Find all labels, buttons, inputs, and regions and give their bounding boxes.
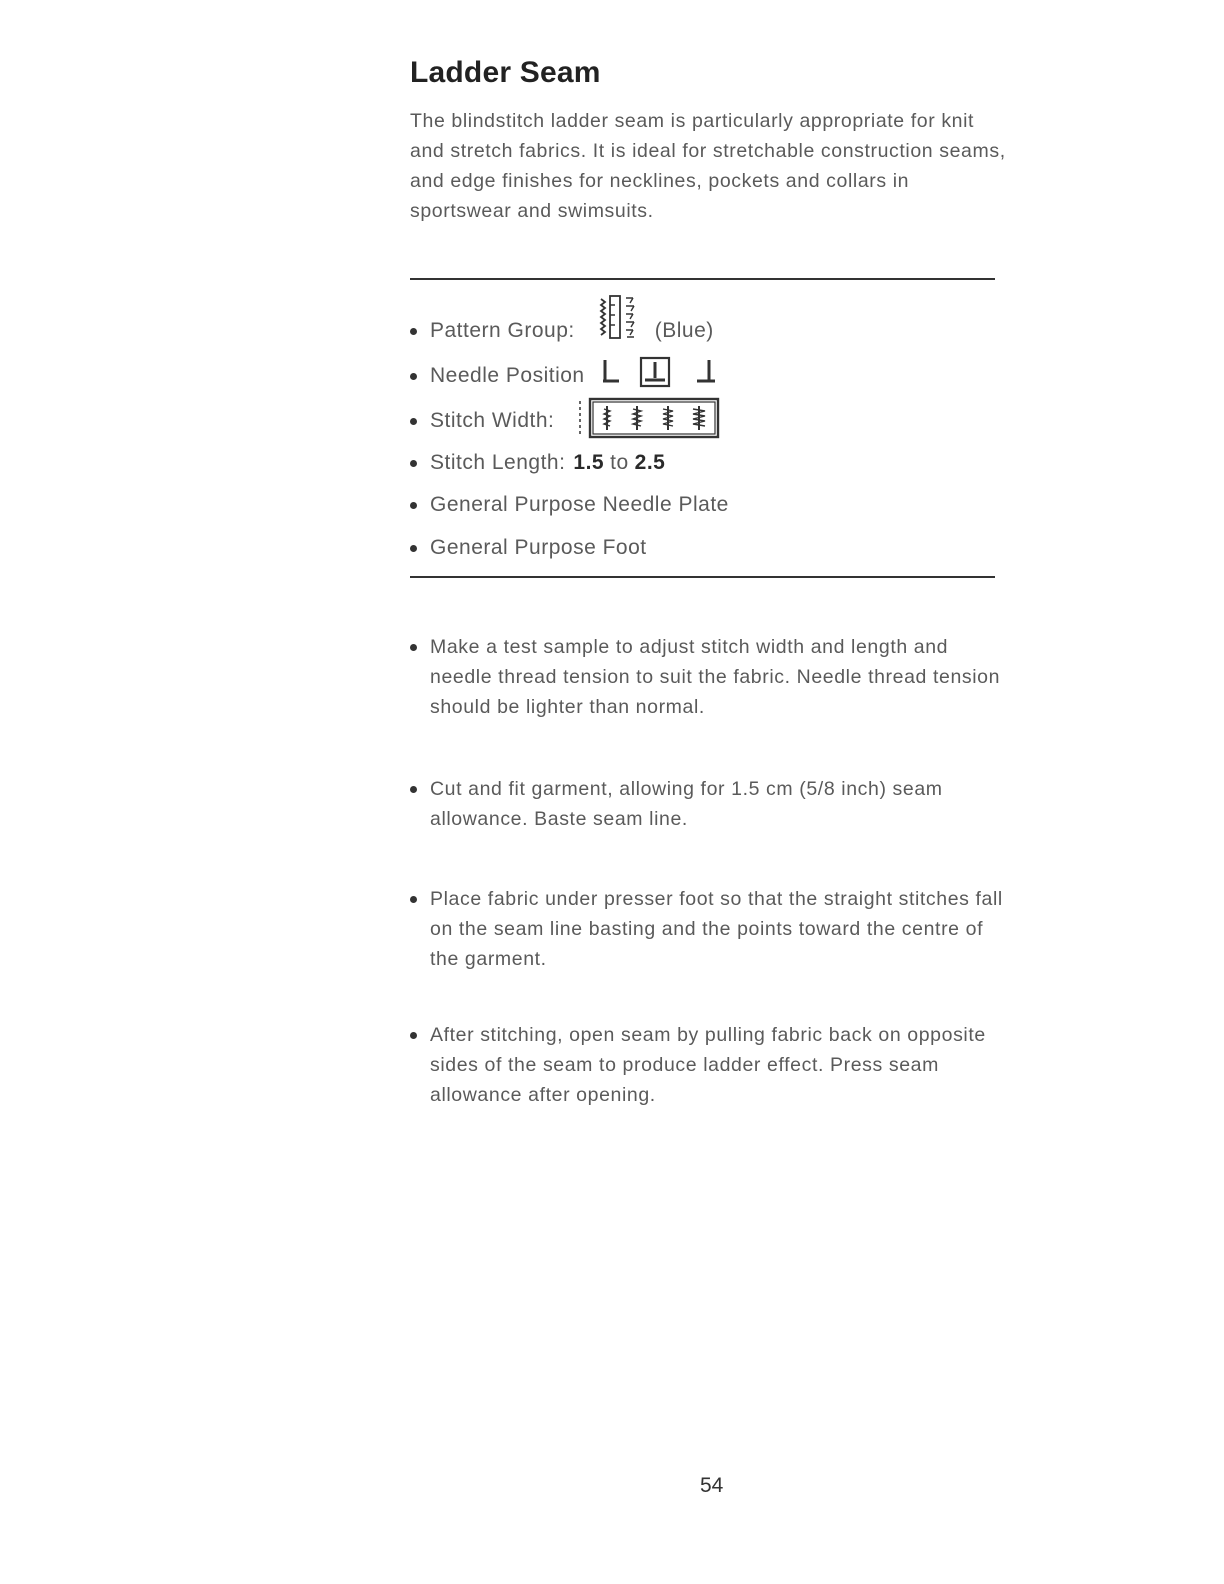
page-title: Ladder Seam	[410, 56, 601, 89]
bottom-divider	[410, 576, 995, 578]
bullet	[410, 460, 417, 467]
top-divider	[410, 278, 995, 280]
bullet	[410, 373, 417, 380]
stitch-width-label: Stitch Width:	[430, 409, 555, 432]
needle-position-label: Needle Position	[430, 364, 585, 387]
bullet	[410, 328, 417, 335]
intro-paragraph: The blindstitch ladder seam is particularly appropriate for knit and stretch fabrics. It is ideal for stretchable construction seams, and edge finishes for necklines, pockets and collars in sportswear and swimsuits.	[410, 110, 1006, 222]
spec-needle-position	[410, 359, 735, 393]
instruction-text: Make a test sample to adjust stitch width and length and needle thread tension to suit the fabric. Needle thread tension should be lighter than normal.	[430, 636, 1001, 718]
pattern-group-note: (Blue)	[654, 319, 714, 342]
bullet	[410, 644, 417, 651]
instruction-text: Place fabric under presser foot so that the straight stitches fall on the seam line basting and the points toward the centre of the garment.	[430, 888, 1003, 970]
bullet	[410, 418, 417, 425]
spec-pattern-group	[410, 314, 714, 348]
pattern-group-label: Pattern Group:	[430, 319, 575, 342]
instruction-item	[410, 1020, 1010, 1110]
spec-stitch-length	[410, 446, 665, 480]
instruction-item	[410, 884, 1010, 974]
needle-plate-label: General Purpose Needle Plate	[430, 493, 729, 516]
page-number: 54	[700, 1474, 724, 1497]
stitch-length-label: Stitch Length:	[430, 451, 566, 474]
spec-needle-plate	[410, 488, 729, 522]
foot-label: General Purpose Foot	[430, 536, 647, 559]
instruction-item	[410, 774, 1010, 834]
stitch-length-min: 1.5	[573, 451, 605, 474]
spec-stitch-width	[410, 404, 722, 438]
stitch-length-joiner: to	[610, 451, 629, 474]
bullet	[410, 896, 417, 903]
stitch-length-max: 2.5	[634, 451, 666, 474]
pattern-group-icon	[597, 293, 641, 347]
instruction-item	[410, 632, 1010, 722]
bullet	[410, 545, 417, 552]
needle-position-icon	[599, 356, 735, 396]
bullet	[410, 1032, 417, 1039]
instruction-text: After stitching, open seam by pulling fabric back on opposite sides of the seam to produce ladder effect. Press seam allowance after opening.	[430, 1024, 986, 1106]
instruction-text: Cut and fit garment, allowing for 1.5 cm (5/8 inch) seam allowance. Baste seam line.	[430, 778, 943, 830]
bullet	[410, 502, 417, 509]
spec-foot	[410, 531, 647, 565]
bullet	[410, 786, 417, 793]
stitch-width-icon	[576, 397, 722, 445]
